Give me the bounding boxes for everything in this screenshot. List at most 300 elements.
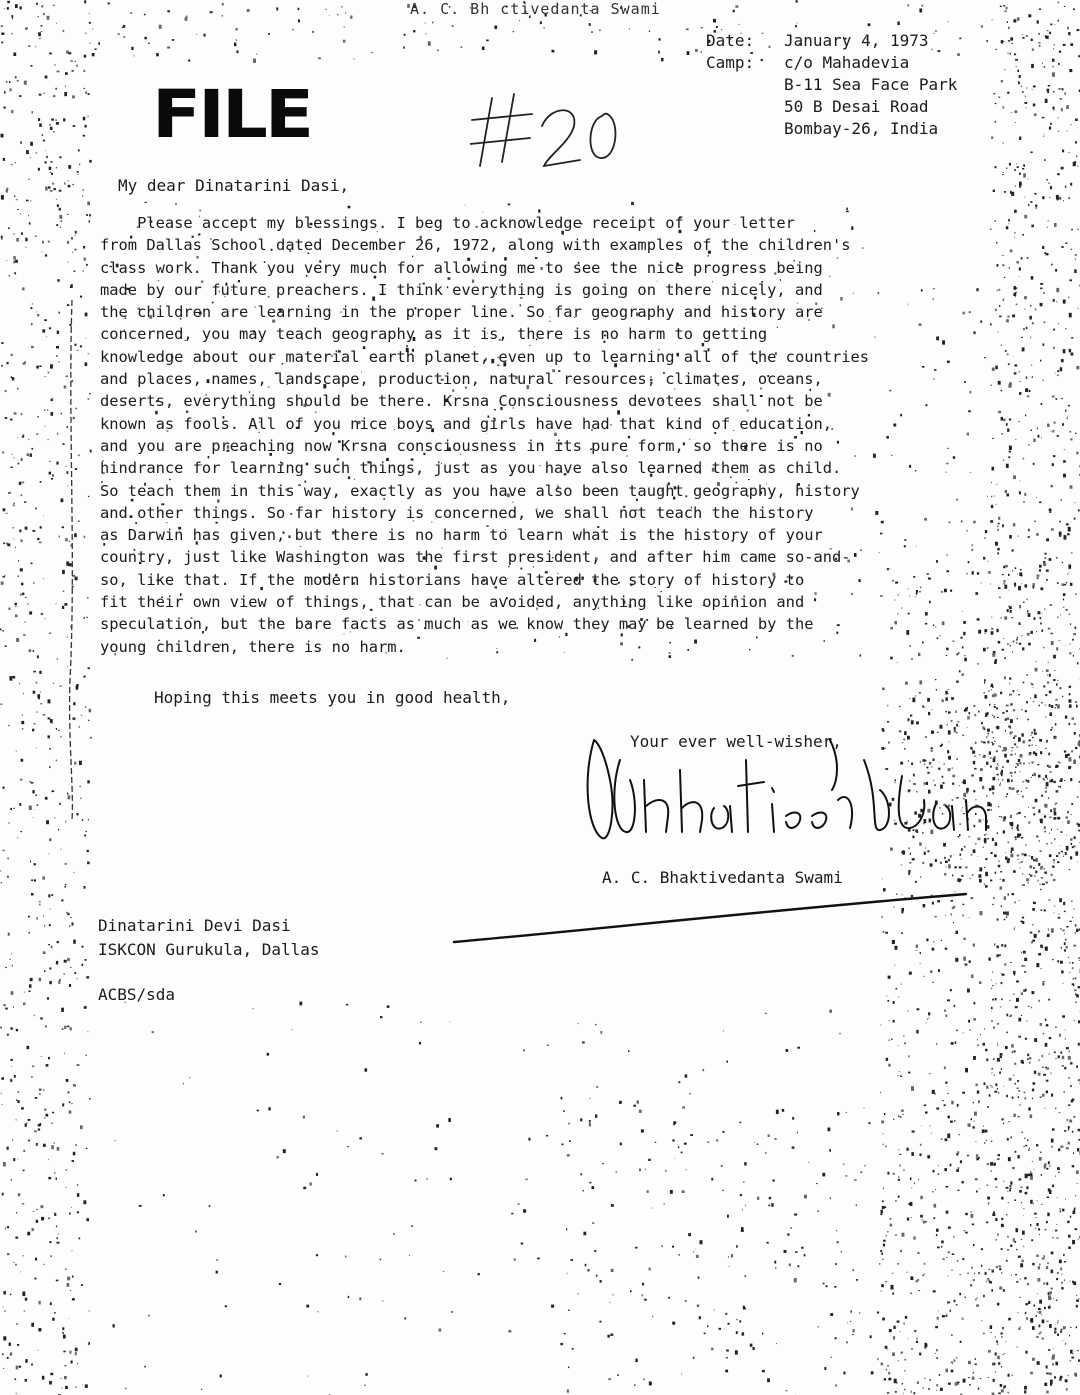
speckle bbox=[767, 1242, 769, 1244]
speckle bbox=[403, 46, 405, 48]
speckle bbox=[681, 1374, 682, 1375]
speckle bbox=[958, 1190, 960, 1191]
speckle bbox=[1074, 989, 1076, 991]
speckle bbox=[908, 870, 910, 873]
speckle bbox=[972, 1224, 974, 1226]
speckle bbox=[1049, 854, 1052, 857]
speckle bbox=[1071, 552, 1072, 554]
speckle bbox=[600, 1280, 602, 1283]
speckle bbox=[84, 835, 86, 837]
speckle bbox=[1051, 633, 1053, 635]
speckle bbox=[645, 1169, 646, 1170]
speckle bbox=[64, 92, 67, 96]
speckle bbox=[39, 124, 42, 127]
speckle bbox=[892, 1352, 895, 1356]
speckle bbox=[34, 1015, 35, 1016]
speckle bbox=[672, 1322, 675, 1325]
body-line: fit their own view of things, that can be avoided, anything like opinion and bbox=[100, 593, 805, 612]
speckle bbox=[1032, 745, 1033, 746]
speckle bbox=[39, 1089, 41, 1091]
speckle bbox=[980, 1378, 981, 1379]
speckle bbox=[1056, 195, 1059, 199]
speckle bbox=[1032, 774, 1033, 776]
speckle bbox=[958, 1134, 960, 1135]
speckle bbox=[1070, 1058, 1071, 1059]
speckle bbox=[1001, 1248, 1003, 1250]
speckle bbox=[9, 81, 10, 83]
speckle bbox=[792, 1117, 794, 1120]
speckle bbox=[881, 1121, 884, 1124]
speckle bbox=[1044, 322, 1046, 323]
speckle bbox=[1019, 75, 1021, 78]
speckle bbox=[987, 1163, 989, 1165]
speckle bbox=[991, 1170, 992, 1171]
speckle bbox=[982, 1129, 985, 1133]
speckle bbox=[38, 697, 40, 699]
speckle bbox=[1015, 1151, 1017, 1153]
speckle bbox=[1060, 846, 1061, 847]
speckle bbox=[1053, 1348, 1054, 1349]
speckle bbox=[992, 686, 994, 688]
speckle bbox=[1038, 1073, 1041, 1076]
speckle bbox=[346, 1004, 348, 1006]
speckle bbox=[885, 1206, 887, 1208]
speckle bbox=[2, 1193, 4, 1196]
speckle bbox=[67, 958, 70, 961]
speckle bbox=[1040, 1097, 1042, 1098]
speckle bbox=[551, 1305, 554, 1308]
speckle bbox=[995, 872, 996, 874]
speckle bbox=[1038, 809, 1040, 812]
speckle bbox=[891, 1039, 892, 1041]
speckle bbox=[965, 1297, 966, 1298]
speckle bbox=[978, 711, 979, 713]
speckle bbox=[204, 34, 206, 37]
speckle bbox=[1042, 1094, 1045, 1097]
speckle bbox=[1047, 1262, 1049, 1264]
speckle bbox=[902, 1114, 903, 1115]
speckle bbox=[1048, 662, 1049, 663]
speckle bbox=[1032, 49, 1034, 51]
speckle bbox=[974, 1112, 977, 1116]
speckle bbox=[869, 1122, 871, 1124]
speckle bbox=[1049, 1037, 1052, 1039]
speckle bbox=[1043, 564, 1046, 566]
speckle bbox=[1053, 107, 1055, 110]
speckle bbox=[1004, 944, 1006, 947]
speckle bbox=[1062, 983, 1063, 984]
speckle bbox=[1023, 763, 1025, 765]
speckle bbox=[729, 1266, 730, 1267]
speckle bbox=[268, 33, 270, 35]
speckle bbox=[1026, 788, 1028, 789]
speckle bbox=[13, 234, 14, 235]
speckle bbox=[1077, 662, 1079, 664]
speckle bbox=[84, 1006, 87, 1009]
speckle bbox=[628, 1050, 629, 1052]
speckle bbox=[43, 515, 44, 516]
speckle bbox=[16, 238, 19, 242]
speckle bbox=[1012, 1167, 1015, 1169]
speckle bbox=[26, 1123, 27, 1124]
speckle bbox=[1046, 579, 1048, 581]
speckle bbox=[56, 224, 58, 226]
speckle bbox=[1042, 380, 1043, 382]
speckle bbox=[693, 1251, 694, 1252]
speckle bbox=[1035, 799, 1038, 803]
speckle bbox=[1, 25, 3, 27]
speckle bbox=[1000, 1056, 1002, 1058]
speckle bbox=[965, 964, 968, 966]
speckle bbox=[965, 1213, 968, 1215]
speckle bbox=[976, 1191, 978, 1193]
speckle bbox=[76, 232, 77, 233]
speckle bbox=[32, 1066, 34, 1068]
speckle bbox=[3, 1368, 4, 1369]
speckle bbox=[1062, 822, 1063, 823]
speckle bbox=[984, 1082, 986, 1085]
speckle bbox=[85, 33, 86, 34]
speckle bbox=[1060, 687, 1062, 689]
speckle bbox=[791, 1227, 792, 1229]
speckle bbox=[32, 790, 34, 793]
speckle bbox=[11, 991, 14, 995]
speckle bbox=[1040, 283, 1043, 285]
speckle bbox=[1071, 814, 1072, 815]
speckle bbox=[68, 1318, 69, 1319]
speckle bbox=[1063, 902, 1065, 905]
speckle bbox=[1069, 693, 1071, 695]
speckle bbox=[84, 55, 86, 58]
speckle bbox=[1046, 1282, 1048, 1285]
speckle bbox=[303, 1187, 306, 1190]
speckle bbox=[64, 1053, 65, 1054]
speckle bbox=[1053, 299, 1055, 302]
speckle bbox=[984, 1142, 985, 1144]
speckle bbox=[21, 458, 23, 461]
speckle bbox=[1001, 1389, 1004, 1392]
speckle bbox=[25, 1124, 27, 1127]
speckle bbox=[937, 1247, 940, 1249]
speckle bbox=[829, 1149, 831, 1152]
speckle bbox=[1074, 502, 1075, 503]
speckle bbox=[41, 1056, 42, 1057]
speckle bbox=[1000, 1053, 1003, 1056]
speckle bbox=[60, 227, 61, 228]
speckle bbox=[1045, 716, 1046, 717]
speckle bbox=[35, 1097, 37, 1099]
speckle bbox=[1022, 965, 1024, 966]
speckle bbox=[946, 697, 948, 701]
speckle bbox=[1039, 739, 1042, 742]
speckle bbox=[15, 547, 16, 548]
speckle bbox=[1076, 366, 1079, 370]
speckle bbox=[1003, 912, 1006, 915]
speckle bbox=[17, 576, 19, 577]
speckle bbox=[41, 5, 43, 7]
speckle bbox=[1046, 1168, 1048, 1170]
speckle bbox=[697, 1305, 699, 1308]
speckle bbox=[237, 50, 239, 53]
speckle bbox=[993, 1379, 995, 1382]
speckle bbox=[887, 1231, 889, 1232]
speckle bbox=[1066, 105, 1069, 109]
speckle bbox=[945, 1082, 947, 1084]
speckle bbox=[1054, 223, 1057, 227]
speckle bbox=[888, 1378, 891, 1381]
speckle bbox=[835, 1263, 837, 1265]
speckle bbox=[1028, 1006, 1030, 1007]
speckle bbox=[1017, 829, 1019, 831]
speckle bbox=[353, 59, 354, 60]
speckle bbox=[1031, 732, 1033, 734]
speckle bbox=[659, 38, 661, 40]
speckle bbox=[1041, 1204, 1042, 1205]
speckle bbox=[30, 65, 32, 67]
closing-line: Hoping this meets you in good health, bbox=[154, 688, 511, 707]
speckle bbox=[1068, 766, 1071, 769]
speckle bbox=[1031, 684, 1033, 686]
body-line: from Dallas School dated December 26, 1972, along with examples of the children's bbox=[100, 236, 851, 255]
speckle bbox=[1035, 205, 1037, 207]
speckle bbox=[1030, 152, 1032, 154]
speckle bbox=[56, 23, 57, 24]
speckle bbox=[21, 232, 23, 234]
speckle bbox=[87, 1031, 88, 1032]
speckle bbox=[1010, 815, 1012, 818]
speckle bbox=[888, 1064, 890, 1067]
speckle bbox=[887, 1365, 889, 1366]
speckle bbox=[1011, 851, 1013, 853]
speckle bbox=[1039, 1325, 1041, 1328]
speckle bbox=[1068, 297, 1069, 299]
speckle bbox=[954, 1359, 956, 1362]
speckle bbox=[183, 1083, 184, 1084]
speckle bbox=[1050, 186, 1052, 189]
speckle bbox=[1076, 929, 1078, 932]
speckle bbox=[1051, 485, 1053, 488]
speckle bbox=[981, 1265, 982, 1267]
speckle bbox=[16, 1323, 17, 1325]
speckle bbox=[1021, 837, 1023, 838]
speckle bbox=[256, 54, 257, 55]
speckle bbox=[28, 916, 30, 918]
speckle bbox=[37, 655, 39, 658]
speckle bbox=[1049, 691, 1052, 694]
speckle bbox=[52, 183, 54, 185]
speckle bbox=[1056, 557, 1057, 559]
speckle bbox=[1043, 779, 1045, 781]
speckle bbox=[426, 1178, 428, 1179]
speckle bbox=[1011, 780, 1013, 782]
speckle bbox=[1003, 41, 1004, 42]
speckle bbox=[928, 1388, 930, 1390]
speckle bbox=[703, 1069, 705, 1071]
speckle bbox=[44, 319, 47, 321]
speckle bbox=[870, 1335, 872, 1338]
speckle bbox=[1038, 863, 1040, 866]
speckle bbox=[88, 819, 89, 820]
speckle bbox=[952, 1253, 955, 1255]
speckle bbox=[216, 1259, 217, 1261]
speckle bbox=[36, 311, 37, 312]
speckle bbox=[1071, 750, 1073, 752]
speckle bbox=[1038, 33, 1039, 35]
speckle bbox=[48, 717, 51, 719]
speckle bbox=[1054, 811, 1056, 813]
speckle bbox=[46, 1064, 49, 1067]
speckle bbox=[882, 1144, 883, 1145]
speckle bbox=[1052, 727, 1053, 729]
speckle bbox=[22, 436, 24, 437]
speckle bbox=[1065, 939, 1066, 941]
speckle bbox=[911, 1187, 912, 1188]
speckle bbox=[482, 47, 485, 51]
speckle bbox=[1070, 183, 1072, 186]
speckle bbox=[25, 247, 26, 248]
speckle bbox=[1063, 607, 1065, 608]
speckle bbox=[1024, 965, 1025, 966]
speckle bbox=[948, 1383, 951, 1385]
speckle bbox=[1040, 889, 1041, 890]
speckle bbox=[1012, 43, 1013, 44]
body-line: known as fools. All of you nice boys and girls have had that kind of education, bbox=[100, 414, 833, 433]
speckle bbox=[630, 1290, 632, 1292]
speckle bbox=[1030, 875, 1032, 877]
speckle bbox=[917, 1279, 919, 1281]
speckle bbox=[1069, 313, 1072, 318]
speckle bbox=[898, 1150, 899, 1151]
speckle bbox=[201, 1389, 202, 1390]
speckle bbox=[66, 1169, 67, 1171]
speckle bbox=[1078, 1299, 1079, 1300]
speckle bbox=[1075, 1195, 1076, 1196]
speckle bbox=[1054, 1330, 1056, 1332]
speckle bbox=[1076, 452, 1078, 455]
speckle bbox=[1015, 836, 1017, 838]
speckle bbox=[1065, 1038, 1066, 1040]
speckle bbox=[1003, 1289, 1005, 1292]
speckle bbox=[1075, 747, 1077, 749]
speckle bbox=[995, 1372, 996, 1373]
speckle bbox=[77, 1193, 79, 1197]
speckle bbox=[1010, 754, 1013, 756]
speckle bbox=[997, 1158, 999, 1160]
speckle bbox=[40, 526, 42, 528]
speckle bbox=[92, 29, 93, 30]
speckle bbox=[1024, 1208, 1025, 1209]
speckle bbox=[292, 1029, 293, 1030]
speckle bbox=[1055, 1176, 1056, 1177]
speckle bbox=[995, 1186, 997, 1187]
speckle bbox=[20, 594, 21, 596]
speckle bbox=[1004, 1353, 1005, 1354]
speckle bbox=[997, 954, 999, 957]
speckle bbox=[609, 1302, 610, 1303]
speckle bbox=[1032, 807, 1035, 809]
speckle bbox=[1075, 924, 1077, 926]
speckle bbox=[841, 1251, 842, 1252]
speckle bbox=[1073, 945, 1076, 947]
speckle bbox=[1043, 292, 1045, 294]
speckle bbox=[1028, 882, 1029, 884]
speckle bbox=[726, 1350, 729, 1352]
speckle bbox=[1, 1093, 2, 1094]
speckle bbox=[936, 1234, 938, 1236]
speckle bbox=[916, 1341, 918, 1343]
speckle bbox=[1033, 439, 1035, 443]
speckle bbox=[1051, 928, 1054, 931]
speckle bbox=[739, 1320, 741, 1322]
speckle bbox=[917, 1008, 920, 1010]
speckle bbox=[899, 1165, 901, 1167]
speckle bbox=[951, 1042, 954, 1045]
speckle bbox=[83, 70, 85, 72]
speckle bbox=[1061, 1287, 1063, 1289]
speckle bbox=[1064, 911, 1066, 912]
speckle bbox=[1076, 1170, 1079, 1174]
speckle bbox=[976, 1304, 979, 1306]
speckle bbox=[1004, 11, 1006, 13]
speckle bbox=[60, 849, 61, 850]
speckle bbox=[903, 1170, 904, 1171]
speckle bbox=[886, 1058, 888, 1061]
speckle bbox=[1057, 1322, 1058, 1324]
speckle bbox=[62, 1332, 63, 1334]
speckle bbox=[1002, 974, 1005, 976]
speckle bbox=[1068, 1142, 1070, 1145]
letterhead: A. C. Bh ctivedanta Swami bbox=[410, 0, 661, 18]
speckle bbox=[1038, 1000, 1040, 1002]
speckle bbox=[1040, 945, 1043, 948]
speckle bbox=[345, 13, 346, 14]
speckle bbox=[1053, 862, 1054, 863]
speckle bbox=[1040, 303, 1043, 306]
speckle bbox=[914, 1330, 917, 1332]
speckle bbox=[87, 780, 90, 783]
speckle bbox=[1048, 753, 1050, 756]
speckle bbox=[1017, 70, 1019, 72]
speckle bbox=[53, 683, 54, 684]
speckle bbox=[801, 1247, 803, 1249]
speckle bbox=[1017, 747, 1018, 748]
speckle bbox=[948, 1116, 950, 1119]
speckle bbox=[1008, 1157, 1011, 1161]
speckle bbox=[894, 965, 895, 966]
speckle bbox=[973, 1018, 976, 1021]
speckle bbox=[1, 33, 4, 36]
speckle bbox=[30, 781, 31, 782]
speckle bbox=[796, 0, 798, 3]
speckle bbox=[1036, 631, 1037, 632]
speckle bbox=[572, 1348, 574, 1350]
speckle bbox=[1064, 1261, 1066, 1262]
speckle bbox=[86, 1055, 87, 1056]
speckle bbox=[736, 1245, 738, 1248]
speckle bbox=[1007, 779, 1010, 783]
speckle bbox=[904, 1370, 905, 1372]
speckle bbox=[1032, 924, 1033, 925]
speckle bbox=[989, 1094, 991, 1097]
speckle bbox=[1006, 168, 1008, 170]
speckle bbox=[11, 467, 13, 468]
speckle bbox=[976, 1084, 978, 1087]
speckle bbox=[34, 1278, 36, 1280]
speckle bbox=[75, 249, 77, 251]
speckle bbox=[461, 47, 463, 48]
speckle bbox=[64, 182, 66, 184]
speckle bbox=[1075, 1228, 1078, 1230]
